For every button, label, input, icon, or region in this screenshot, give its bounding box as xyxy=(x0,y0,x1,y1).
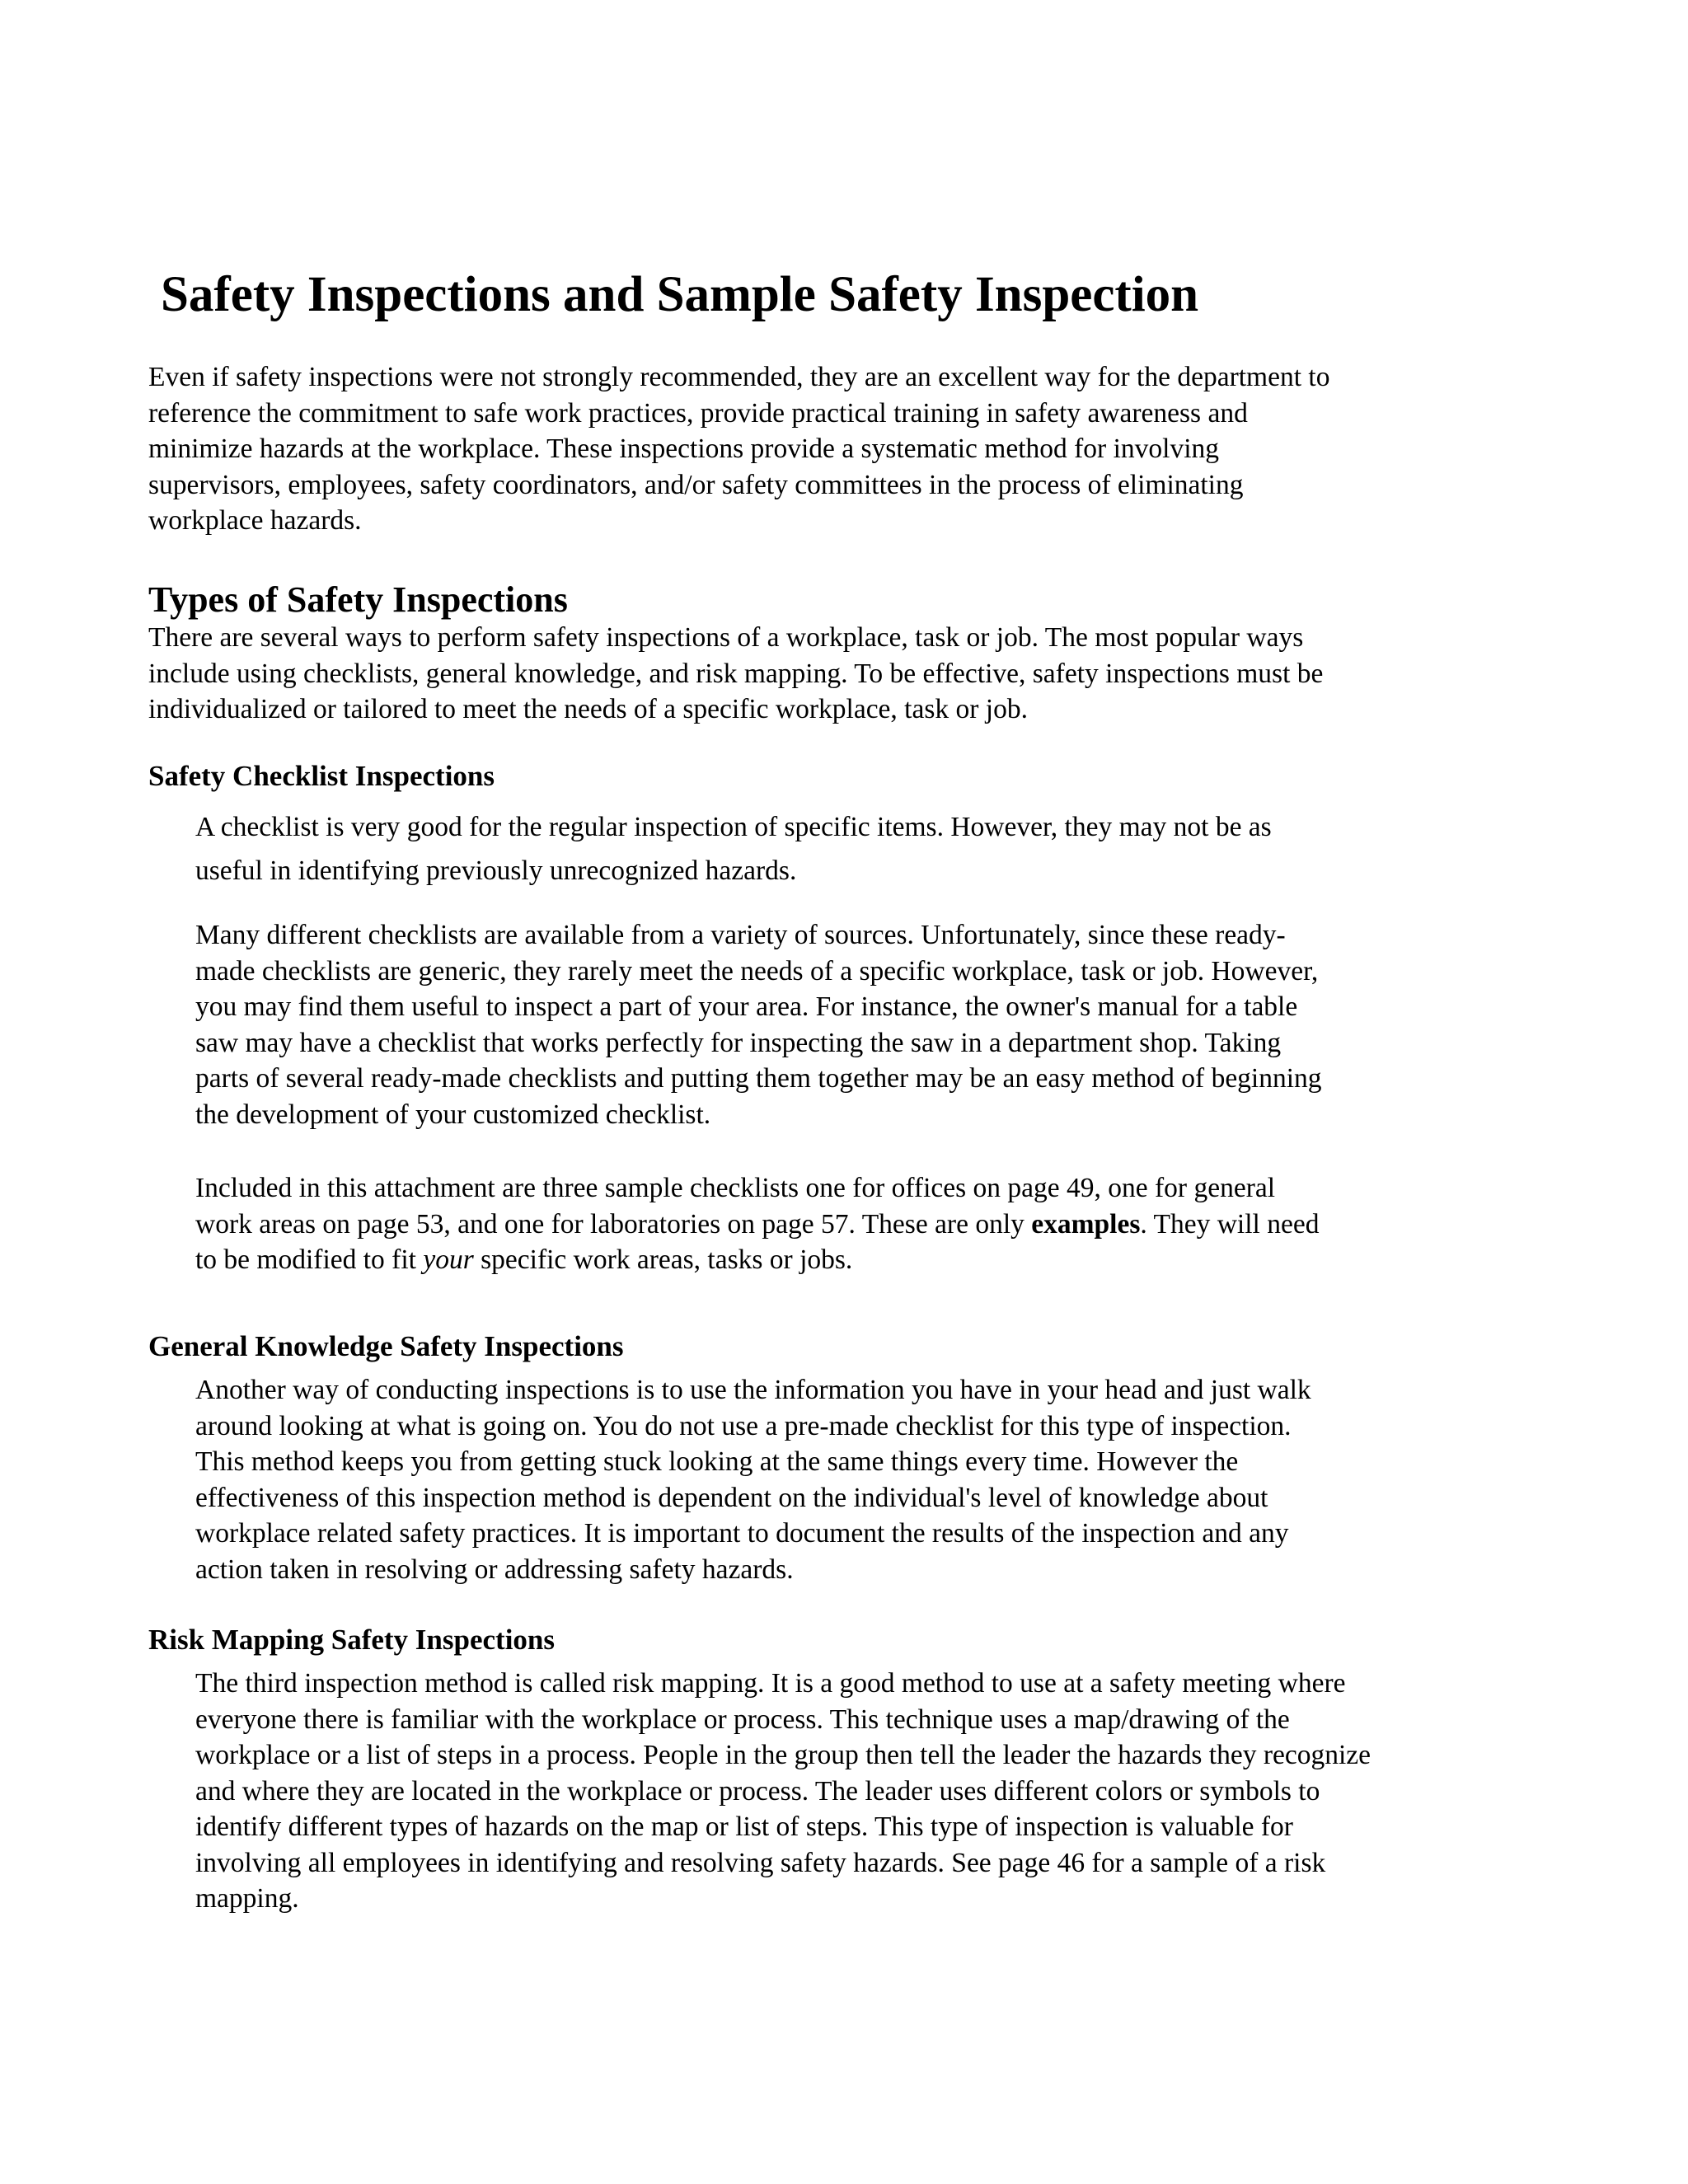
general-knowledge-paragraph: Another way of conducting inspections is to use the information you have in your head and just walk around looking at what is going on. You do not use a pre-made checklist for this type of inspection. This method keeps you from getting stuck looking at the same things every time. However the effectiveness of this inspection method is dependent on the individual's level of knowledge about workplace related safety practices. It is important to document the results of the inspection and any action taken in resolving or addressing safety hazards. xyxy=(195,1375,1311,1585)
examples-emphasis: examples xyxy=(1031,1208,1141,1240)
checklist-heading: Safety Checklist Inspections xyxy=(148,760,495,792)
checklist-p3-text-1: Included in this attachment are three sample checklists one for offices on page 49, one for general work areas on page 53, and one for laboratories on page 57. These are only xyxy=(195,1173,1276,1240)
checklist-paragraph-1: A checklist is very good for the regular inspection of specific items. However, they may not be as useful in identifying previously unrecognized hazards. xyxy=(195,812,1272,886)
checklist-p3-text-2: . They will need to be modified to fit xyxy=(195,1208,1320,1275)
intro-paragraph: Even if safety inspections were not strongly recommended, they are an excellent way for the department to reference the commitment to safe work practices, provide practical training in safety awareness and minimize hazards at the workplace. These inspections provide a systematic method for involving supervisors, employees, safety coordinators, and/or safety committees in the process of eliminating workplace hazards. xyxy=(148,362,1330,536)
document-title: Safety Inspections and Sample Safety Inspection xyxy=(161,267,1199,322)
checklist-paragraph-3 xyxy=(195,1170,1498,1278)
your-emphasis: your xyxy=(423,1244,474,1275)
checklist-p3-text-3: specific work areas, tasks or jobs. xyxy=(473,1244,853,1275)
types-paragraph: There are several ways to perform safety inspections of a workplace, task or job. The most popular ways include using checklists, general knowledge, and risk mapping. To be effective, safety inspections must be individualized or tailored to meet the needs of a specific workplace, task or job. xyxy=(148,622,1324,724)
types-heading: Types of Safety Inspections xyxy=(148,579,568,620)
risk-mapping-paragraph: The third inspection method is called risk mapping. It is a good method to use at a safety meeting where everyone there is familiar with the workplace or process. This technique uses a map/drawing of the workplace or a list of steps in a process. People in the group then tell the leader the hazards they recognize and where they are located in the workplace or process. The leader uses different colors or symbols to identify different types of hazards on the map or list of steps. This type of inspection is valuable for involving all employees in identifying and resolving safety hazards. See page 46 for a sample of a risk mapping. xyxy=(195,1668,1372,1914)
risk-mapping-heading: Risk Mapping Safety Inspections xyxy=(148,1624,556,1656)
checklist-paragraph-2: Many different checklists are available from a variety of sources. Unfortunately, since these ready- made checklists are generic, they rarely meet the needs of a specific workplace, task or job. However, you may find them useful to inspect a part of your area. For instance, the owner's manual for a table saw may have a checklist that works perfectly for inspecting the saw in a department shop. Taking parts of several ready-made checklists and putting them together may be an easy method of beginning the development of your customized checklist. xyxy=(195,920,1322,1130)
general-knowledge-heading: General Knowledge Safety Inspections xyxy=(148,1330,624,1362)
